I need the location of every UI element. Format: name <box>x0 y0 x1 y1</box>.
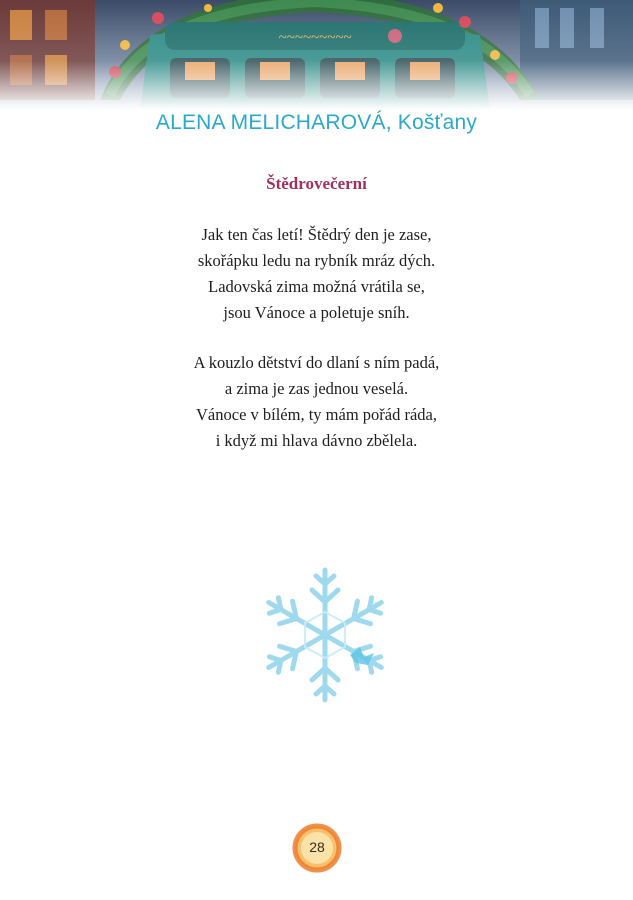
poem-line: Ladovská zima možná vrátila se, <box>208 277 425 296</box>
poem-title: Štědrovečerní <box>266 174 367 193</box>
snowflake-graphic <box>250 560 400 710</box>
snowflake-icon <box>250 560 400 710</box>
header-illustration <box>0 0 633 110</box>
author-heading: ALENA MELICHAROVÁ, Košťany <box>155 111 478 134</box>
christmas-tram-illustration <box>0 0 633 110</box>
poem-line: Jak ten čas letí! Štědrý den je zase, <box>201 225 432 244</box>
poem-line: skořápku ledu na rybník mráz dých. <box>197 251 436 270</box>
poem-line: i když mi hlava dávno zbělela. <box>215 431 418 450</box>
poem-stanza <box>0 222 633 326</box>
poem-stanza <box>0 350 633 454</box>
poem-line: a zima je zas jednou veselá. <box>224 379 409 398</box>
poem-line: Vánoce v bílém, ty mám pořád ráda, <box>196 405 437 424</box>
poem-line: A kouzlo dětství do dlaní s ním padá, <box>193 353 440 372</box>
poem-line: jsou Vánoce a poletuje sníh. <box>223 303 410 322</box>
page-number: 28 <box>309 839 325 855</box>
